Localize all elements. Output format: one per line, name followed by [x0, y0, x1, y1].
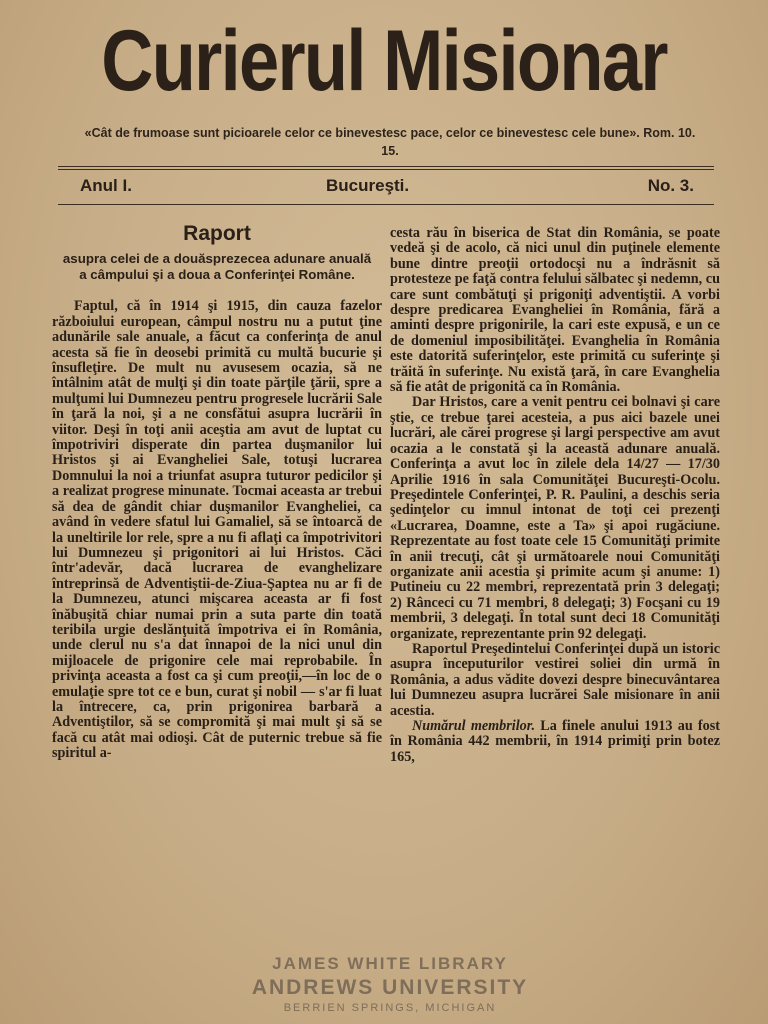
masthead-motto: «Cât de frumoase sunt picioarele celor ce binevestesc pace, celor ce binevestesc cele bune». Rom. 10. 15. — [84, 126, 696, 158]
masthead-title: Curierul Misionar — [101, 13, 667, 109]
article-paragraph: Raportul Preşedintelui Conferinţei după un istoric asupra începuturilor vestirei soliei din urmă în România, a adus vădite dovezi despre binecuvântarea lui Dumnezeu asupra lucrărei Sale misionare în anii acestia. — [390, 640, 720, 719]
article-column-right — [390, 226, 720, 765]
header-rule-top-double — [58, 169, 714, 170]
article-subtitle: asupra celei de a douăsprezecea adunare anuală a câmpului şi a doua a Conferinţei Române. — [62, 251, 372, 283]
library-stamp — [200, 954, 580, 1014]
header-rule-top — [58, 166, 714, 167]
issue-number: No. 3. — [647, 176, 694, 195]
stamp-line-library: JAMES WHITE LIBRARY — [272, 954, 508, 973]
stamp-line-university: ANDREWS UNIVERSITY — [251, 976, 529, 999]
section-lead: Numărul membrilor. — [412, 718, 536, 734]
issue-city: Bucureşti. — [326, 176, 410, 195]
article-paragraph: Dar Hristos, care a venit pentru cei bolnavi şi care ştie, ce trebue ţarei acesteia, a pus aici bazele unei lucrări, ale cărei progrese şi largi perspective am avut ocazia a le constată şi la această adunare anuală. Conferinţa a avut loc în zilele dela 14/27 — 17/30 Aprilie 1916 în sala Comunităţei Bucureşti-Ocolu. Preşedintele Conferinţei, P. R. Paulini, a deschis seria şedinţelor cu imnul intonat de toţi cei prezenţi «Lucrarea, Doamne, este a Ta» şi apoi rugăciune. Reprezentate au fost toate cele 15 Comunităţi primite în anii trecuţi, cât şi următoarele noui Comunităţi organizate anii acestia şi primite acum şi anume: 1) Putineiu cu 22 membri, reprezentată prin 3 delegaţi; 2) Rânceci cu 71 membri, 8 delegaţi; 3) Focşani cu 19 membrii, 3 delegaţi. În total sunt deci 18 Comunităţi organizate, reprezentante prin 92 delegaţi. — [390, 394, 720, 642]
header-rule-bottom — [58, 204, 714, 205]
issue-bar — [80, 176, 700, 198]
article-paragraph: cesta rău în biserica de Stat din România, se poate vedeă şi de acolo, că nici unul din puţinele elemente bune dintre preoţii ortodocşi nu a îndrăsnit să protesteze pe faţă contra felului sălbatec şi nedemn, cu care sunt combătuţi şi prigoniţi adventiştii. A vorbi despre predicarea Evangheliei în România, fără a aminti despre prigonirile, la cari este expusă, e un ce de domeniul imposibilităţei. Evanghelia în România este datorită suferinţelor, este primită cu suferinţe şi trăită în suferinţe. Nu există ţară, în care Evanghelia să fie atât de prigonită ca în România. — [390, 225, 720, 396]
issue-year: Anul I. — [80, 176, 132, 195]
section-text: La finele anului 1913 au fost în România 442 membrii, în 1914 primiţi prin botez 165, — [390, 718, 720, 765]
article-paragraph: Faptul, că în 1914 şi 1915, din cauza fazelor războiului european, câmpul nostru nu a putut ţine adunările sale anuale, a făcut ca conferinţa de anul acesta să fie în deosebi primită cu multă bucurie şi însufleţire. De mult nu avusesem ocazia, să ne întâlnim atât de mulţi şi din toate părţile ţării, spre a mulţumi lui Dumnezeu pentru progresele lucrării Sale în ţară la noi, şi a ne consfătui asupra lucrării în viitor. Deşi în toţi anii aceştia am avut de luptat cu împotriviri disperate din partea duşmanilor lui Hristos şi ai Evangheliei Sale, totuşi lucrarea Domnului la noi a triunfat asupra tuturor pedicilor şi a realizat progrese minunate. Tocmai aceasta ar trebui să dea de gândit chiar duşmanilor Evangheliei, ca având în vedere sfatul lui Gamaliel, să se întoarcă de la uneltirile lor rele, spre a nu fi aflaţi ca împotrivitori lui Dumnezeu şi prigonitori ai lui Hristos. Căci într'adevăr, dacă lucrarea de evanghelizare întreprinsă de Adventiştii-de-Ziua-Şaptea nu ar fi de la Dumnezeu, atunci mişcarea aceasta ar fi fost înăbuşită chiar numai prin a suta parte din toată teribila urgie deslănţuită împotriva ei în România, unde clerul nu s'a dat înnapoi de la nici unul din mijloacele de prigonire cele mai reprobabile. În privinţa aceasta a fost ca şi cum preoţii,—în loc de o emulaţie spre tot ce e bun, curat şi nobil — s'ar fi luat la întrecere, ca, prin prigonirea barbară a Adventiştilor, să se compromită şi mai mult şi să se facă cu atât mai odioşi. Cât de puternic trebue să fie spiritul a- — [52, 298, 382, 762]
article-title: Raport — [183, 222, 251, 245]
article-paragraph-last — [390, 719, 720, 765]
article-column-left — [52, 222, 382, 762]
stamp-line-location: BERRIEN SPRINGS, MICHIGAN — [283, 1002, 497, 1014]
